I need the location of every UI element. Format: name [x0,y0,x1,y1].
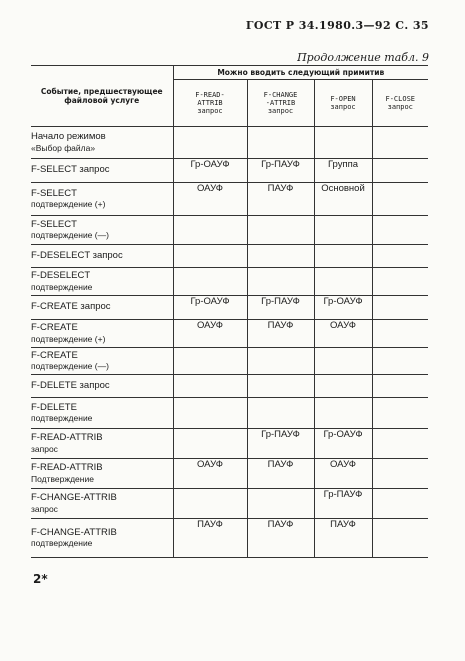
event-cell [31,429,173,459]
event-text: F-DESELECT [31,270,91,281]
value-cell [372,245,428,268]
event-text: F-DELETE [31,401,77,413]
event-text: F-SELECT [31,187,77,199]
page-header: ГОСТ Р 34.1980.3—92 С. 35 [245,19,429,32]
event-text: F-CREATE запрос [31,301,111,313]
value-cell [372,375,428,398]
value-cell: ПАУФ [247,519,314,558]
value-cell [314,398,372,429]
column-header-close: F-CLOSE запрос [372,80,428,127]
event-cell [31,159,173,183]
value-cell: ОАУФ [314,320,372,348]
table-row [31,245,428,268]
event-cell [31,375,173,398]
value-cell [314,268,372,296]
table-row [31,159,428,183]
value-cell: Гр-ОАУФ [173,296,247,320]
event-text: F-SELECT запрос [31,164,110,176]
event-text: подтверждение [31,281,93,292]
page-footer-mark: 2* [33,572,48,586]
event-cell [31,459,173,489]
value-cell [173,398,247,429]
value-cell [372,127,428,159]
value-cell [173,348,247,375]
value-cell [173,245,247,268]
value-cell [372,159,428,183]
value-cell [314,127,372,159]
event-cell [31,268,173,296]
event-text: F-READ-ATTRIB [31,462,103,473]
table-row [31,268,428,296]
table-row [31,183,428,216]
value-cell [314,375,372,398]
column-header-read-attrib: F-READ- ATTRIB запрос [173,80,247,127]
value-cell [314,348,372,375]
event-text: подтверждение (+) [31,333,106,344]
table-row [31,296,428,320]
event-cell [31,519,173,558]
event-cell [31,320,173,348]
table-row [31,127,428,159]
event-text: F-DESELECT запрос [31,249,123,261]
event-cell [31,127,173,159]
value-cell [173,268,247,296]
event-text: F-CHANGE-ATTRIB [31,526,117,538]
event-cell [31,296,173,320]
value-cell [372,519,428,558]
value-cell [372,296,428,320]
event-text: F-CREATE [31,322,78,333]
event-text: Подтверждение [31,473,94,484]
event-text: F-CREATE [31,349,78,361]
value-cell [372,268,428,296]
table-caption: Продолжение табл. 9 [297,51,429,64]
value-cell: ОАУФ [173,459,247,489]
value-cell [372,489,428,519]
value-cell [247,127,314,159]
value-cell [247,245,314,268]
value-cell [372,459,428,489]
event-text: подтверждение [31,413,93,423]
column-header-change-attrib: F-CHANGE -ATTRIB запрос [247,80,314,127]
event-cell [31,183,173,216]
value-cell [247,268,314,296]
event-cell [31,245,173,268]
value-cell: Гр-ПАУФ [247,429,314,459]
value-cell: ПАУФ [247,320,314,348]
event-cell [31,489,173,519]
value-cell [247,375,314,398]
value-cell [372,429,428,459]
event-text: запрос [31,443,58,454]
value-cell [173,489,247,519]
event-column-header: Событие, предшествующее файловой услуге [31,66,173,127]
value-cell [372,398,428,429]
value-cell: Гр-ОАУФ [314,296,372,320]
group-column-header: Можно вводить следующий примитив [173,66,428,80]
value-cell: Группа [314,159,372,183]
table-row [31,348,428,375]
event-cell [31,216,173,245]
event-text: Начало режимов [31,131,106,142]
value-cell: ОАУФ [314,459,372,489]
value-cell [372,348,428,375]
value-cell: Гр-ПАУФ [247,296,314,320]
value-cell [247,398,314,429]
event-text: запрос [31,503,58,514]
event-text: подтверждение (—) [31,230,109,240]
value-cell [314,245,372,268]
value-cell [173,216,247,245]
value-cell: ПАУФ [314,519,372,558]
value-cell: ПАУФ [173,519,247,558]
event-text: F-SELECT [31,218,77,230]
value-cell [372,320,428,348]
table-row [31,398,428,429]
event-text: F-CHANGE-ATTRIB [31,492,117,503]
event-cell [31,398,173,429]
table-row [31,375,428,398]
table-row [31,320,428,348]
event-text: подтверждение (—) [31,361,109,371]
event-text: F-READ-ATTRIB [31,432,103,443]
event-text: подтверждение (+) [31,199,106,209]
value-cell: Гр-ПАУФ [314,489,372,519]
table-row [31,519,428,558]
table-row [31,489,428,519]
value-cell: ОАУФ [173,183,247,216]
value-cell: ПАУФ [247,183,314,216]
event-cell [31,348,173,375]
value-cell [173,429,247,459]
value-cell: ОАУФ [173,320,247,348]
value-cell [314,216,372,245]
value-cell [372,183,428,216]
value-cell [247,489,314,519]
value-cell [372,216,428,245]
value-cell: Гр-ПАУФ [247,159,314,183]
value-cell [247,216,314,245]
event-text: «Выбор файла» [31,142,96,153]
value-cell: Основной [314,183,372,216]
value-cell [173,375,247,398]
value-cell: ПАУФ [247,459,314,489]
value-cell: Гр-ОАУФ [314,429,372,459]
primitives-table [31,65,428,558]
column-header-open: F-OPEN запрос [314,80,372,127]
table-row [31,429,428,459]
event-text: F-DELETE запрос [31,379,110,391]
table-row [31,216,428,245]
event-text: подтверждение [31,538,93,548]
value-cell [247,348,314,375]
table-row [31,459,428,489]
value-cell: Гр-ОАУФ [173,159,247,183]
value-cell [173,127,247,159]
